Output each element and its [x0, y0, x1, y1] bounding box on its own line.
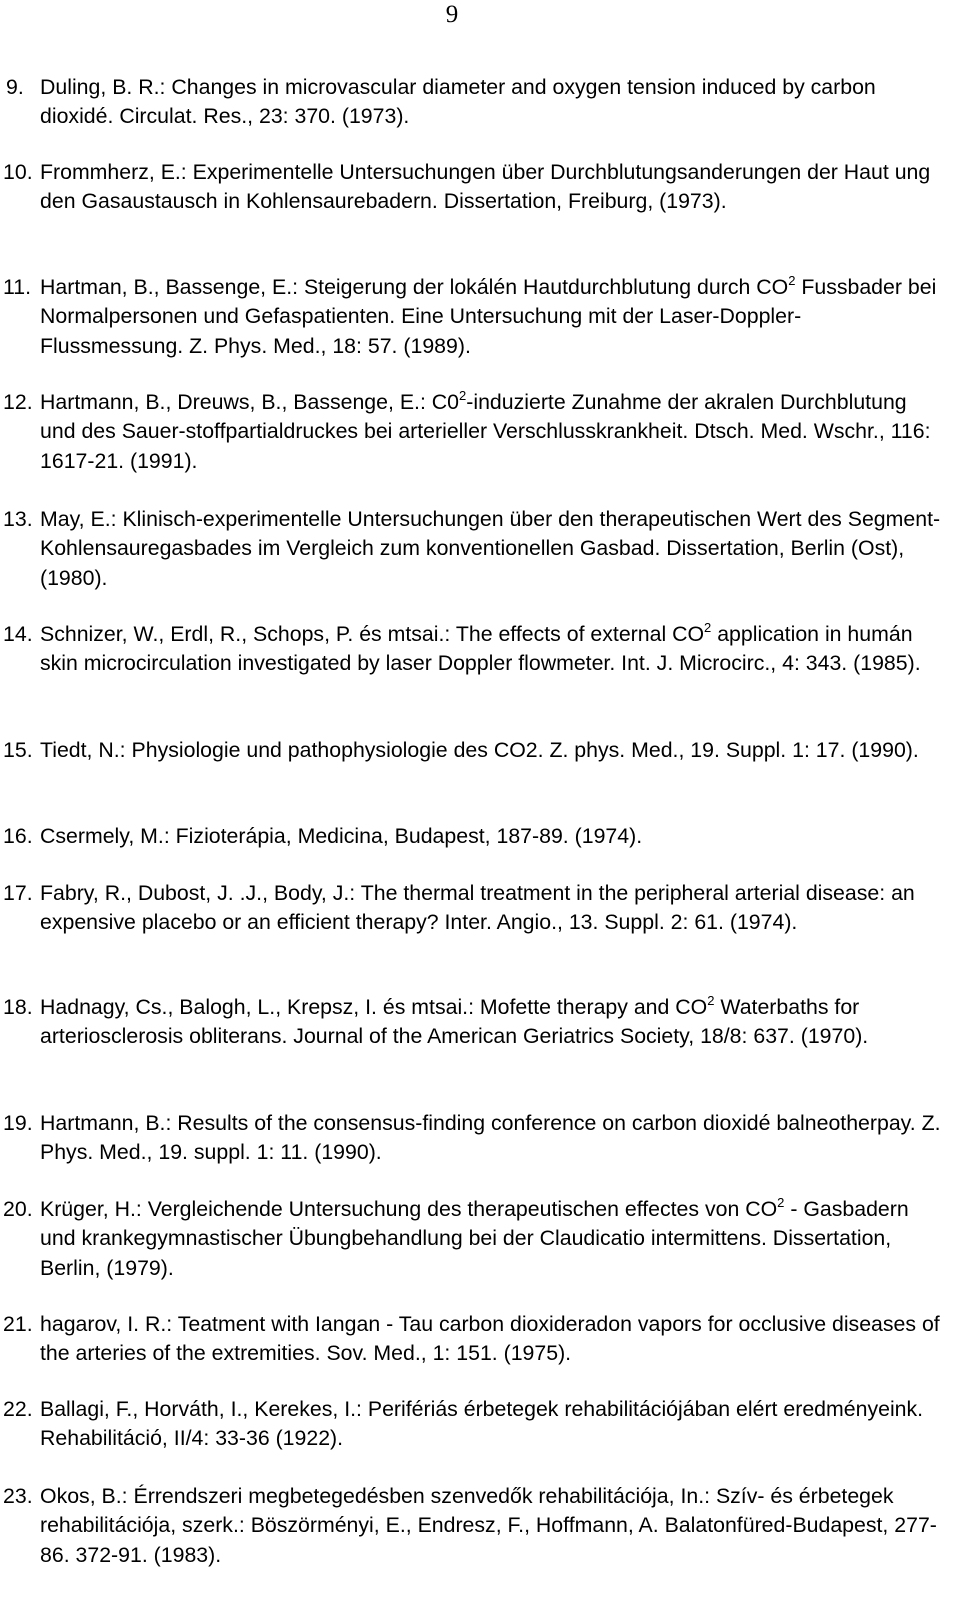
- reference-text-segment: Csermely, M.: Fizioterápia, Medicina, Budapest, 187-89. (1974).: [40, 824, 643, 848]
- reference-text-segment: Hadnagy, Cs., Balogh, L., Krepsz, I. és mtsai.: Mofette therapy and CO: [40, 995, 708, 1019]
- reference-text-segment: May, E.: Klinisch-experimentelle Untersuchungen über den therapeutischen Wert des Segment-Kohlensauregasbades im Vergleich zum konventionellen Gasbad. Dissertation, Berlin (Ost), (1980).: [40, 507, 941, 590]
- reference-number: 11.: [3, 275, 32, 299]
- reference-text-segment: Tiedt, N.: Physiologie und pathophysiologie des CO2. Z. phys. Med., 19. Suppl. 1: 17. (1990).: [40, 738, 919, 762]
- reference-text: [40, 1482, 942, 1570]
- reference-number: 9.: [6, 75, 24, 99]
- reference-number: 14.: [3, 622, 33, 646]
- reference-text-segment: Krüger, H.: Vergleichende Untersuchung des therapeutischen effectes von CO: [40, 1197, 778, 1221]
- reference-text-segment: Okos, B.: Érrendszeri megbetegedésben szenvedők rehabilitációja, In.: Szív- és érbetegek rehabilitációja, szerk.: Böszörményi, E., Endresz, F., Hoffmann, A. Balatonfüred-Budapest, 277-86. 372-91. (1983).: [40, 1484, 937, 1567]
- reference-number: 18.: [3, 995, 33, 1019]
- reference-text: [40, 1109, 942, 1168]
- reference-number: 22.: [3, 1397, 33, 1421]
- reference-text-segment: Fussbader bei Normalpersonen und Gefaspatienten. Eine Untersuchung mit der Laser-Doppler-Flussmessung. Z. Phys. Med., 18: 57. (1989).: [40, 275, 937, 358]
- reference-text-segment: Hartman, B., Bassenge, E.: Steigerung der lokálén Hautdurchblutung durch CO: [40, 275, 789, 299]
- reference-text: [40, 736, 942, 765]
- reference-text-segment: -induzierte Zunahme der akralen Durchblutung und des Sauer-stoffpartialdruckes bei arterieller Verschlusskrankheit. Dtsch. Med. Wschr., 116: 1617-21. (1991).: [40, 390, 931, 473]
- reference-item: [0, 505, 960, 593]
- reference-text: [40, 388, 942, 476]
- reference-item: [0, 1195, 960, 1283]
- reference-text: [40, 993, 942, 1052]
- reference-item: [0, 993, 960, 1052]
- reference-text: [40, 879, 942, 938]
- reference-text: [40, 1195, 942, 1283]
- reference-text-segment: Waterbaths for arteriosclerosis obliterans. Journal of the American Geriatrics Society, 18/8: 637. (1970).: [40, 995, 869, 1049]
- reference-text-segment: Hartmann, B., Dreuws, B., Bassenge, E.: C0: [40, 390, 460, 414]
- reference-item: [0, 736, 960, 765]
- reference-text: [40, 1310, 942, 1369]
- reference-item: [0, 1395, 960, 1454]
- subscript-number: 2: [459, 388, 467, 403]
- reference-item: [0, 388, 960, 476]
- reference-item: [0, 1310, 960, 1369]
- reference-text-segment: hagarov, I. R.: Teatment with Iangan - Tau carbon dioxideradon vapors for occlusive diseases of the arteries of the extremities. Sov. Med., 1: 151. (1975).: [40, 1312, 940, 1366]
- reference-text: [40, 620, 942, 679]
- reference-number: 13.: [3, 507, 33, 531]
- reference-text-segment: Ballagi, F., Horváth, I., Kerekes, I.: Perifériás érbetegek rehabilitációjában elért eredményeink. Rehabilitáció, II/4: 33-36 (1922).: [40, 1397, 924, 1451]
- reference-text: [40, 822, 942, 851]
- reference-text-segment: application in humán skin microcirculation investigated by laser Doppler flowmeter. Int. J. Microcirc., 4: 343. (1985).: [40, 622, 921, 676]
- reference-text: [40, 158, 942, 217]
- page-number: 9: [445, 1, 459, 28]
- reference-text: [40, 505, 942, 593]
- reference-item: [0, 1109, 960, 1168]
- subscript-number: 2: [704, 620, 712, 635]
- reference-text: [40, 1395, 942, 1454]
- reference-text-segment: Hartmann, B.: Results of the consensus-finding conference on carbon dioxidé balneotherpay. Z. Phys. Med., 19. suppl. 1: 11. (1990).: [40, 1111, 941, 1165]
- subscript-number: 2: [707, 993, 715, 1008]
- reference-number: 20.: [3, 1197, 33, 1221]
- reference-number: 17.: [3, 881, 33, 905]
- reference-text-segment: Fabry, R., Dubost, J. .J., Body, J.: The thermal treatment in the peripheral arterial disease: an expensive placebo or an efficient therapy? Inter. Angio., 13. Suppl. 2: 61. (1974).: [40, 881, 915, 935]
- reference-number: 16.: [3, 824, 33, 848]
- subscript-number: 2: [788, 273, 796, 288]
- reference-number: 19.: [3, 1111, 33, 1135]
- reference-item: [0, 879, 960, 938]
- reference-number: 10.: [3, 160, 33, 184]
- subscript-number: 2: [777, 1195, 785, 1210]
- reference-text: [40, 273, 942, 361]
- reference-text-segment: Frommherz, E.: Experimentelle Untersuchungen über Durchblutungsanderungen der Haut ung den Gasaustausch in Kohlensaurebadern. Dissertation, Freiburg, (1973).: [40, 160, 931, 214]
- reference-number: 23.: [3, 1484, 33, 1508]
- reference-text: [40, 73, 942, 132]
- reference-item: [0, 158, 960, 217]
- reference-item: [0, 620, 960, 679]
- reference-item: [0, 822, 960, 851]
- reference-number: 15.: [3, 738, 33, 762]
- reference-item: [0, 73, 960, 132]
- reference-number: 21.: [3, 1312, 33, 1336]
- reference-text-segment: - Gasbadern und krankegymnastischer Übungbehandlung bei der Claudicatio intermittens. Dissertation, Berlin, (1979).: [40, 1197, 909, 1280]
- reference-item: [0, 1482, 960, 1570]
- reference-text-segment: Schnizer, W., Erdl, R., Schops, P. és mtsai.: The effects of external CO: [40, 622, 705, 646]
- reference-number: 12.: [3, 390, 33, 414]
- reference-item: [0, 273, 960, 361]
- reference-text-segment: Duling, B. R.: Changes in microvascular diameter and oxygen tension induced by carbon dioxidé. Circulat. Res., 23: 370. (1973).: [40, 75, 876, 129]
